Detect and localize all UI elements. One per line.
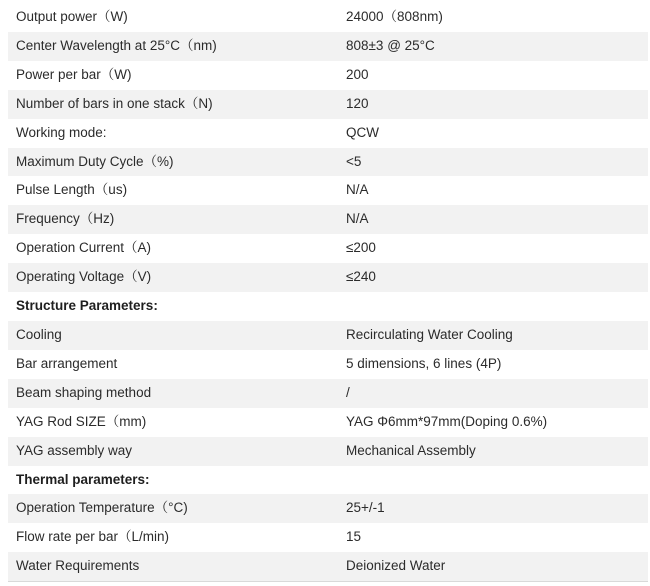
section-title: Thermal parameters: (16, 471, 150, 487)
spec-label: Beam shaping method (8, 379, 338, 408)
spec-row (8, 205, 648, 234)
spec-row (8, 90, 648, 119)
spec-value: N/A (338, 205, 648, 234)
spec-row (8, 61, 648, 90)
spec-label: Output power（W) (16, 9, 128, 24)
spec-label: Bar arrangement (16, 355, 118, 371)
spec-label: Operating Voltage（V) (8, 263, 338, 292)
spec-value: / (338, 379, 648, 408)
spec-row (8, 408, 648, 437)
spec-label: Center Wavelength at 25°C（nm) (8, 32, 338, 61)
spec-value: Recirculating Water Cooling (338, 321, 648, 350)
spec-label: Flow rate per bar（L/min) (16, 529, 170, 545)
section-header-row (8, 292, 648, 321)
spec-row (8, 494, 648, 523)
spec-row (8, 3, 648, 32)
spec-value: 200 (346, 66, 369, 82)
section-header-row (8, 466, 648, 495)
spec-value: <5 (338, 148, 648, 177)
spec-table (8, 3, 648, 582)
spec-table-body (8, 3, 648, 582)
spec-value: 5 dimensions, 6 lines (4P) (346, 355, 502, 371)
spec-value: 25+/-1 (338, 494, 648, 523)
spec-value: 24000（808nm) (346, 9, 443, 24)
spec-label: Operation Temperature（°C) (8, 494, 338, 523)
spec-value: Mechanical Assembly (338, 437, 648, 466)
spec-label: YAG Rod SIZE（mm) (16, 413, 147, 429)
spec-label: Cooling (8, 321, 338, 350)
spec-value: 120 (338, 90, 648, 119)
spec-label: Working mode: (16, 124, 107, 140)
spec-row (8, 119, 648, 148)
spec-value: ≤240 (338, 263, 648, 292)
spec-row (8, 148, 648, 177)
spec-value: QCW (346, 124, 379, 140)
spec-row (8, 437, 648, 466)
spec-value: 15 (346, 529, 362, 545)
spec-row (8, 321, 648, 350)
spec-label: Maximum Duty Cycle（%) (8, 148, 338, 177)
spec-row (8, 379, 648, 408)
spec-value: YAG Φ6mm*97mm(Doping 0.6%) (346, 413, 548, 429)
spec-row (8, 176, 648, 205)
spec-label: YAG assembly way (8, 437, 338, 466)
spec-row (8, 552, 648, 581)
spec-label: Frequency（Hz) (8, 205, 338, 234)
spec-label: Water Requirements (8, 552, 338, 581)
spec-label: Power per bar（W) (16, 66, 132, 82)
spec-label: Number of bars in one stack（N) (8, 90, 338, 119)
spec-row (8, 263, 648, 292)
spec-value: N/A (346, 182, 369, 198)
spec-value (338, 466, 648, 495)
spec-value: ≤200 (346, 240, 376, 256)
spec-value (338, 292, 648, 321)
spec-row (8, 523, 648, 552)
spec-label: Operation Current（A) (16, 240, 152, 256)
spec-value: Deionized Water (338, 552, 648, 581)
spec-value: 808±3 @ 25°C (338, 32, 648, 61)
spec-row (8, 350, 648, 379)
spec-label: Pulse Length（us) (16, 182, 128, 198)
spec-row (8, 234, 648, 263)
spec-row (8, 32, 648, 61)
section-title: Structure Parameters: (16, 298, 158, 314)
